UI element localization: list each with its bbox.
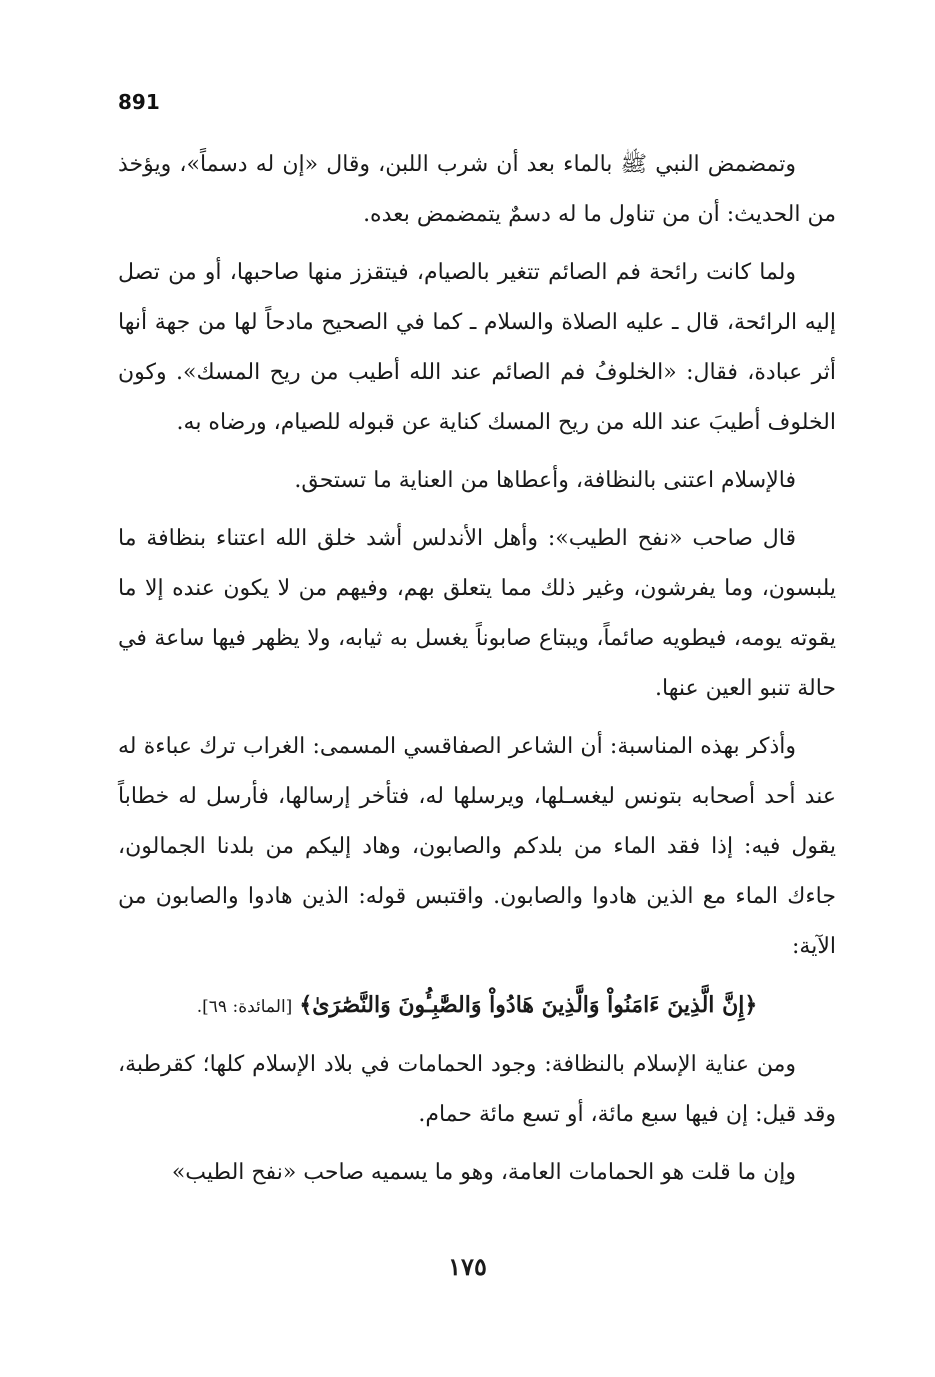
paragraph: ومن عناية الإسلام بالنظافة: وجود الحمامات في بلاد الإسلام كلها؛ كقرطبة، وقد قيل: إن فيها سبع مائة، أو تسع مائة حمام. xyxy=(118,1052,836,1127)
paragraph: قال صاحب «نفح الطيب»: وأهل الأندلس أشد خلق الله اعتناء بنظافة ما يلبسون، وما يفرشون، وغير ذلك مما يتعلق بهم، وفيهم من لا يكون عنده إلا ما يقوته يومه، فيطويه صائماً، ويبتاع صابوناً يغسل به ثيابه، ولا يظهر فيها ساعة في حالة تنبو العين عنها. xyxy=(118,526,836,701)
paragraph: وتمضمض النبي ﷺ بالماء بعد أن شرب اللبن، وقال «إن له دسماً»، ويؤخذ من الحديث: أن من تناول ما له دسمٌ يتمضمض بعده. xyxy=(118,152,836,227)
main-text xyxy=(118,140,836,1206)
page-number-top: 891 xyxy=(118,90,160,114)
paragraph: ولما كانت رائحة فم الصائم تتغير بالصيام، فيتقزز منها صاحبها، أو من تصل إليه الرائحة، قال ـ عليه الصلاة والسلام ـ كما في الصحيح مادحاً لها من جهة أنها أثر عبادة، فقال: «الخلوفُ فم الصائم عند الله أطيب من ريح المسك». وكون الخلوف أطيبَ عند الله من ريح المسك كناية عن قبوله للصيام، ورضاه به. xyxy=(118,260,836,435)
quran-verse xyxy=(118,980,836,1032)
paragraph: وأذكر بهذه المناسبة: أن الشاعر الصفاقسي المسمى: الغراب ترك عباءة له عند أحد أصحابه بتونس ليغسـلها، ويرسلها له، فتأخر إرسالها، فأرسل له خطاباً يقول فيه: إذا فقد الماء من بلدكم والصابون، وهاد إليكم من بلدنا الجمالون، جاءك الماء مع الذين هادوا والصابون. واقتبس قوله: الذين هادوا والصابون من الآية: xyxy=(118,734,836,959)
paragraph: فالإسلام اعتنى بالنظافة، وأعطاها من العناية ما تستحق. xyxy=(294,468,796,493)
verse-reference: [المائدة: ٦٩]. xyxy=(196,997,293,1017)
verse-text: ﴿إِنَّ الَّذِينَ ءَامَنُواْ وَالَّذِينَ هَادُواْ وَالصَّٰبِـُٔونَ وَالنَّصَٰرَىٰ﴾ xyxy=(299,992,758,1018)
paragraph: وإن ما قلت هو الحمامات العامة، وهو ما يسميه صاحب «نفح الطيب» xyxy=(171,1160,796,1185)
page-number-bottom: ١٧٥ xyxy=(448,1252,487,1281)
